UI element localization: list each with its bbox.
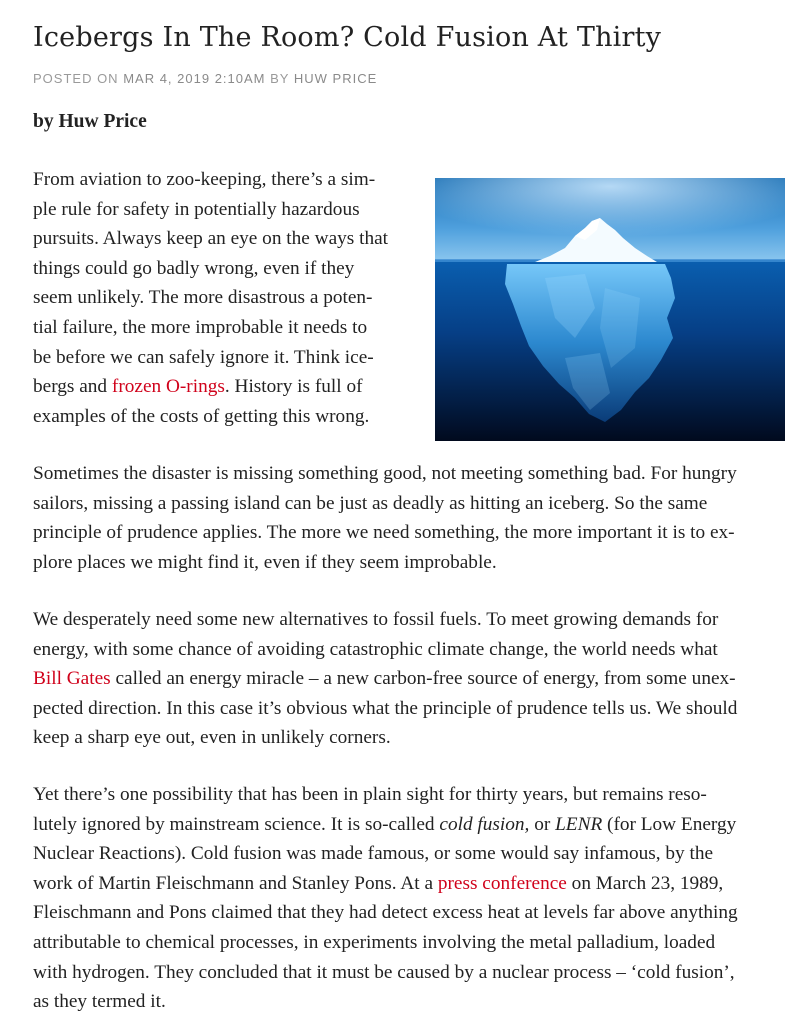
p1-line: From aviation to zoo-keeping, there’s a sim- xyxy=(33,169,376,190)
paragraph-4 xyxy=(33,780,785,1017)
p4-line: attributable to chemical processes, in experiments involving the metal palladium, loaded xyxy=(33,931,716,953)
article-byline: by Huw Price xyxy=(33,111,147,132)
p1-line xyxy=(33,372,413,402)
p1-line: pursuits. Always keep an eye on the ways that xyxy=(33,228,389,250)
press-conference-link[interactable]: press conference xyxy=(437,872,567,894)
post-author-link[interactable]: HUW PRICE xyxy=(293,71,378,86)
p4-line xyxy=(33,810,785,840)
iceberg-image xyxy=(435,178,785,441)
p3-line: keep a sharp eye out, even in unlikely corners. xyxy=(33,727,391,749)
p2-line: principle of prudence applies. The more we need something, the more important it is to ex- xyxy=(33,522,735,544)
p2-line: Sometimes the disaster is missing something good, not meeting something bad. For hungry xyxy=(33,463,737,484)
p1-line: tial failure, the more improbable it needs to xyxy=(33,316,368,338)
paragraph-2 xyxy=(33,459,785,577)
post-date-link[interactable]: MAR 4, 2019 2:10AM xyxy=(123,71,266,86)
paragraph-3 xyxy=(33,605,785,753)
p2-line: sailors, missing a passing island can be just as deadly as hitting an iceberg. So the same xyxy=(33,492,708,514)
p3-line: We desperately need some new alternatives to fossil fuels. To meet growing demands for xyxy=(33,609,719,630)
p4-text: (for Low Energy xyxy=(602,813,737,835)
p4-line: Nuclear Reactions). Cold fusion was made famous, or some would say infamous, by the xyxy=(33,843,714,865)
p4-line xyxy=(33,869,785,899)
iceberg-illustration xyxy=(435,178,785,441)
p1-line: seem unlikely. The more disastrous a poten- xyxy=(33,287,373,309)
p4-text: lutely ignored by mainstream science. It is so-called xyxy=(33,813,440,835)
p3-line: pected direction. In this case it’s obvious what the principle of prudence tells us. We should xyxy=(33,697,738,719)
p4-line: as they termed it. xyxy=(33,991,166,1013)
p4-line: Fleischmann and Pons claimed that they had detect excess heat at levels far above anything xyxy=(33,902,738,924)
p3-line xyxy=(33,664,785,694)
p1-line: examples of the costs of getting this wrong. xyxy=(33,405,370,427)
paragraph-1 xyxy=(33,165,413,431)
p4-text: or xyxy=(529,813,556,835)
lenr-emphasis: LENR xyxy=(555,813,603,835)
cold-fusion-emphasis: cold fusion, xyxy=(439,813,530,835)
post-title[interactable]: Icebergs In The Room? Cold Fusion At Thirty xyxy=(33,22,662,53)
p4-line: with hydrogen. They concluded that it must be caused by a nuclear process – ‘cold fusion’, xyxy=(33,961,735,983)
p3-text: called an energy miracle – a new carbon-free source of energy, from some unex- xyxy=(110,668,736,690)
p1-text: bergs and xyxy=(33,376,112,398)
p1-line: be before we can safely ignore it. Think ice- xyxy=(33,346,374,368)
bill-gates-link[interactable]: Bill Gates xyxy=(33,668,111,690)
p3-line: energy, with some chance of avoiding catastrophic climate change, the world needs what xyxy=(33,638,718,660)
post-meta xyxy=(33,71,377,86)
p4-line: Yet there’s one possibility that has been in plain sight for thirty years, but remains reso- xyxy=(33,784,707,805)
p2-line: plore places we might find it, even if they seem improbable. xyxy=(33,551,497,573)
frozen-o-rings-link[interactable]: frozen O-rings xyxy=(111,376,225,398)
p1-text: . History is full of xyxy=(224,376,363,398)
p4-text: on March 23, 1989, xyxy=(566,872,724,894)
p1-line: ple rule for safety in potentially hazardous xyxy=(33,198,360,220)
posted-on-label: POSTED ON xyxy=(33,71,119,86)
by-label: BY xyxy=(270,71,290,86)
p1-line: things could go badly wrong, even if they xyxy=(33,257,355,279)
p4-text: work of Martin Fleischmann and Stanley Pons. At a xyxy=(33,872,438,894)
